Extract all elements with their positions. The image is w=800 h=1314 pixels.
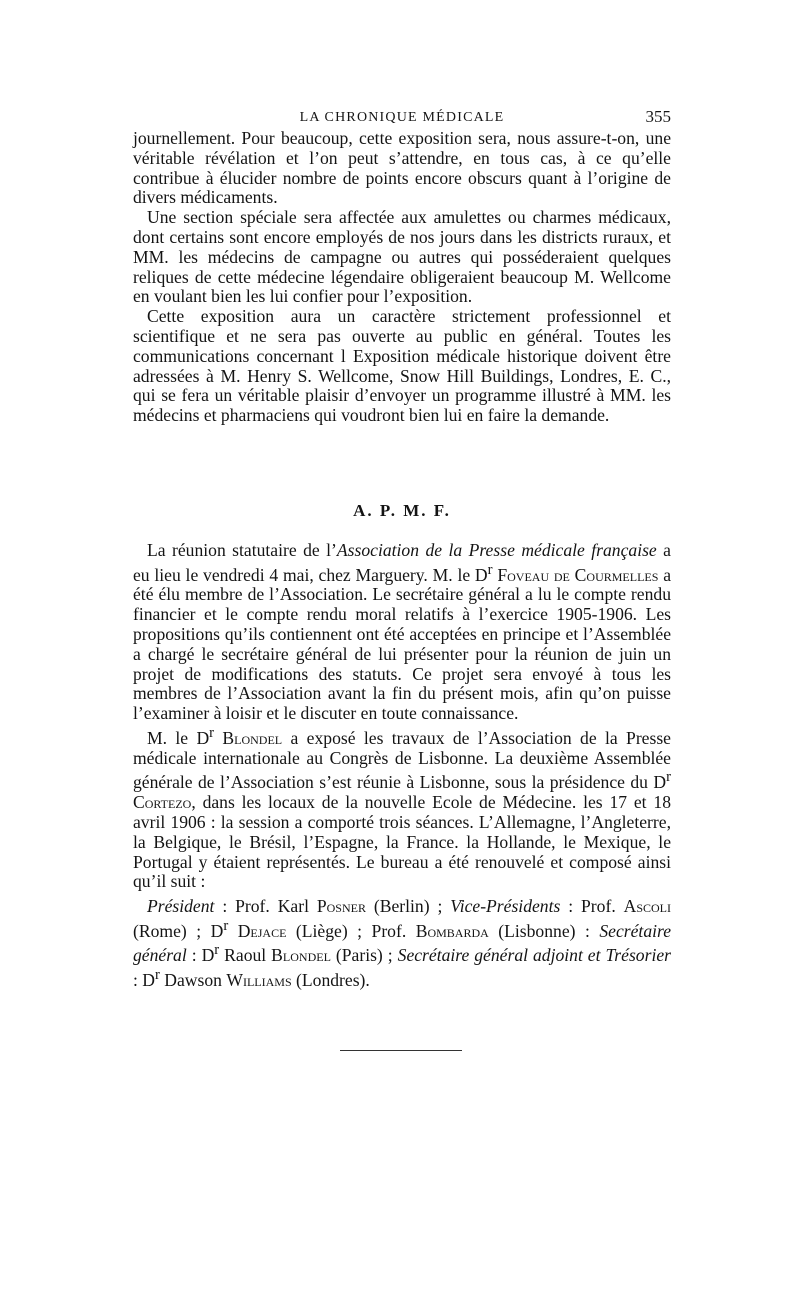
superscript: r (666, 769, 671, 786)
association-name: Association de la Presse médicale française (336, 540, 657, 560)
superscript: r (155, 967, 160, 984)
person-name: Posner (316, 896, 366, 916)
exposition-paragraph-1: journellement. Pour beaucoup, cette exposition sera, nous assure-t-on, une véritable révélation et l’on peut s’attendre, en tous cas, à ce qu’elle contribue à élucider nombre de points encore obscurs quant à l’origine de divers médicaments. (133, 128, 671, 208)
bureau-section (133, 897, 671, 991)
text-run: Dawson (159, 969, 227, 990)
text-run (228, 921, 238, 941)
apmf-paragraph-1 (133, 541, 671, 724)
text-run: (Liège) ; Prof. (286, 920, 416, 941)
person-name: Blondel (271, 945, 331, 966)
superscript: r (214, 942, 220, 959)
role-title: Vice-Présidents (450, 896, 561, 916)
text-run: : D (133, 969, 155, 990)
text-run: La réunion statutaire de l’ (147, 540, 337, 560)
superscript: r (209, 725, 215, 742)
text-run: a eu lieu le vendredi 4 mai, chez Marguery. M. le D (133, 540, 671, 585)
text-run: (Rome) ; D (133, 920, 224, 941)
section-end-rule (340, 1050, 462, 1051)
role-title: Secrétaire général adjoint et Trésorier (397, 945, 671, 966)
exposition-section (133, 129, 671, 426)
text-run: M. le D (147, 727, 210, 748)
person-name: Blondel (222, 727, 283, 748)
text-run: : D (186, 945, 215, 966)
apmf-section (133, 541, 671, 892)
text-run: a été élu membre de l’Association. Le secrétaire général a lu le compte rendu financier et le compte rendu moral relatifs à l’exercice 1905-1906. Les propositions qu’ils contiennent ont été acceptées en principe et l’Assemblée a chargé le secrétaire général de lui présenter pour la réunion de juin un projet de modifications des statuts. Ce projet sera envoyé à tous les membres de l’Association avant la fin du présent mois, afin qu’on puisse l’examiner à loisir et le discuter en toute connaissance. (133, 564, 671, 724)
bureau-paragraph (133, 897, 671, 991)
person-name: Williams (226, 969, 292, 990)
text-run: : Prof. Karl (214, 896, 317, 916)
text-run: (Berlin) ; (365, 896, 451, 916)
person-name: Cortezo (133, 792, 192, 813)
text-run: , dans les locaux de la nouvelle Ecole de Médecine. les 17 et 18 avril 1906 : la session a comporté trois séances. L’Allemagne, l’Angleterre, la Belgique, le Brésil, l’Espagne, la France. la Hollande, le Mexique, le Portugal y étaient représentés. Le bureau a été renouvelé et composé ainsi qu’il suit : (133, 792, 671, 892)
superscript: r (487, 561, 493, 578)
exposition-paragraph-3: Cette exposition aura un caractère strictement professionnel et scientifique et ne sera pas ouverte au public en général. Toutes les communications concernant l Exposition médicale historique doivent être adressées à M. Henry S. Wellcome, Snow Hill Buildings, Londres, E. C., qui se fera un véritable plaisir d’envoyer un programme illustré à MM. les médecins et pharmaciens qui voudront bien lui en faire la demande. (133, 306, 671, 426)
text-run: Raoul (219, 945, 272, 966)
text-run: (Paris) ; (330, 945, 398, 966)
text-run: (Londres). (291, 969, 370, 990)
person-name: Ascoli (623, 896, 671, 916)
running-head (133, 106, 671, 130)
person-name: Foveau de Courmelles (497, 564, 659, 585)
section-heading: A. P. M. F. (353, 501, 451, 520)
text-run: (Lisbonne) : (488, 920, 600, 941)
running-title: LA CHRONIQUE MÉDICALE (299, 110, 505, 125)
exposition-paragraph-2: Une section spéciale sera affectée aux amulettes ou charmes médicaux, dont certains sont encore employés de nos jours dans les districts ruraux, et MM. les médecins de campagne ou autres qui posséderaient quelques reliques de cette médecine légendaire obligeraient beaucoup M. Wellcome en voulant bien les lui confier pour l’exposition. (133, 207, 671, 307)
text-run: : Prof. (560, 896, 624, 916)
role-title: Secrétaire général (133, 920, 672, 966)
person-name: Dejace (237, 920, 287, 941)
superscript: r (223, 917, 229, 934)
role-title: Président (147, 896, 215, 916)
page-number: 355 (645, 107, 671, 126)
person-name: Bombarda (415, 920, 489, 941)
apmf-paragraph-2 (133, 724, 671, 892)
text-run: a exposé les travaux de l’Association de la Presse médicale internationale au Congrès de Lisbonne. La deuxième Assemblée générale de l’Association s’est réunie à Lisbonne, sous la présidence du D (133, 727, 671, 793)
